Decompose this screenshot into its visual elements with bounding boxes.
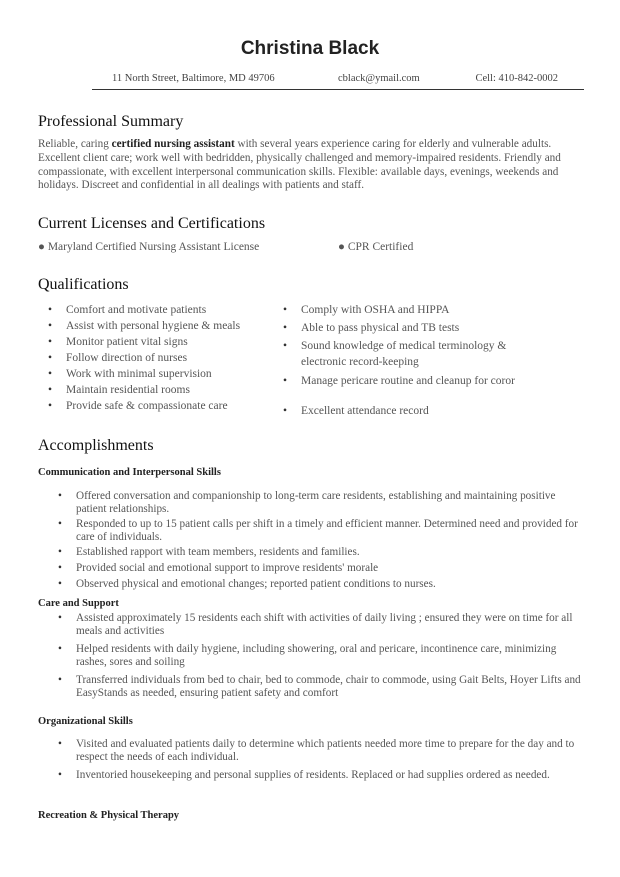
- bullet-icon: ●: [338, 241, 345, 253]
- contact-email: cblack@ymail.com: [338, 73, 420, 84]
- summary-bold-title: certified nursing assistant: [111, 138, 235, 150]
- accomplishments-heading: Accomplishments: [38, 437, 154, 454]
- list-item: • Sound knowledge of medical terminology & electronic record-keeping: [283, 340, 507, 368]
- list-item: • Observed physical and emotional changes; reported patient conditions to nurses.: [58, 577, 436, 590]
- bullet-icon: •: [283, 340, 288, 352]
- section-title-care: Care and Support: [38, 598, 119, 609]
- list-item: • Inventoried housekeeping and personal supplies of residents. Replaced or had supplies ordered as needed.: [58, 769, 550, 782]
- list-item: • Excellent attendance record: [283, 405, 429, 417]
- contact-address: 11 North Street, Baltimore, MD 49706: [112, 73, 275, 84]
- list-item: • Responded to up to 15 patient calls per shift in a timely and efficient manner. Determined need and provided for care of individuals.: [58, 518, 578, 543]
- qualifications-right-list: [283, 302, 533, 419]
- list-item: • Assisted approximately 15 residents each shift with activities of daily living ; ensured they were on time for all meals and activities: [58, 612, 573, 637]
- licenses-heading: Current Licenses and Certifications: [38, 215, 266, 232]
- bullet-icon: •: [58, 643, 62, 656]
- list-item: • Assist with personal hygiene & meals: [48, 320, 241, 332]
- bullet-icon: •: [58, 738, 62, 750]
- bullet-icon: •: [48, 304, 53, 316]
- section-title-organizational: Organizational Skills: [38, 716, 133, 727]
- bullet-icon: ●: [38, 241, 45, 253]
- bullet-icon: •: [48, 400, 53, 412]
- list-item: • Comply with OSHA and HIPPA: [283, 304, 450, 316]
- summary-heading: Professional Summary: [38, 113, 184, 130]
- bullet-icon: •: [283, 375, 288, 387]
- contact-phone: Cell: 410-842-0002: [475, 73, 558, 84]
- organizational-list: [58, 738, 583, 785]
- list-item: • Provide safe & compassionate care: [48, 400, 228, 412]
- summary-intro: Reliable, caring: [38, 138, 112, 150]
- header-divider: [92, 89, 584, 90]
- license-item: [338, 241, 413, 253]
- bullet-icon: •: [48, 384, 53, 396]
- bullet-icon: •: [48, 336, 53, 348]
- summary-rest: with several years experience caring for elderly and vulnerable adults. Excellent client care; work well with bedridden, physically challenged and memory-impaired residents. Friendly and compassionate, with excellent interpersonal communication skills. Flexible: available days, evenings, weekends and holidays. Discreet and confidential in all dealings with patients and staff.: [38, 138, 561, 192]
- communication-list: [58, 490, 583, 593]
- section-title-communication: Communication and Interpersonal Skills: [38, 467, 221, 478]
- list-item: • Manage pericare routine and cleanup for coror: [283, 375, 515, 387]
- bullet-icon: •: [58, 674, 62, 687]
- summary-text: [38, 138, 583, 193]
- section-title-recreation: Recreation & Physical Therapy: [38, 810, 180, 821]
- list-item: • Provided social and emotional support to improve residents' morale: [58, 561, 379, 574]
- bullet-icon: •: [48, 352, 53, 364]
- list-item: • Comfort and motivate patients: [48, 304, 207, 316]
- list-item: • Offered conversation and companionship to long-term care residents, establishing and maintaining positive patient relationships.: [58, 490, 556, 515]
- qualifications-heading: Qualifications: [38, 276, 129, 293]
- list-item: • Established rapport with team members, residents and families.: [58, 546, 360, 559]
- license-item: [38, 241, 259, 253]
- candidate-name: Christina Black: [240, 38, 380, 59]
- care-list: [58, 612, 583, 703]
- license-label: CPR Certified: [347, 241, 414, 253]
- bullet-icon: •: [58, 518, 62, 531]
- qualifications-left-list: [48, 302, 268, 414]
- bullet-icon: •: [58, 577, 62, 590]
- bullet-icon: •: [283, 322, 288, 334]
- contact-line: [112, 73, 558, 87]
- list-item: • Monitor patient vital signs: [48, 336, 188, 348]
- list-item: • Work with minimal supervision: [48, 368, 212, 380]
- bullet-icon: •: [283, 304, 288, 316]
- bullet-icon: •: [58, 612, 62, 624]
- bullet-icon: •: [58, 561, 62, 574]
- bullet-icon: •: [283, 405, 288, 417]
- list-item: • Follow direction of nurses: [48, 352, 188, 364]
- list-item: • Maintain residential rooms: [48, 384, 190, 396]
- list-item: • Transferred individuals from bed to chair, bed to commode, chair to commode, using Gait Belts, Hoyer Lifts and EasyStands as needed, ensuring patient safety and comfort: [58, 674, 581, 699]
- list-item: • Visited and evaluated patients daily to determine which patients needed more time to prepare for the day and to respect the needs of each individual.: [58, 738, 575, 763]
- bullet-icon: •: [58, 490, 62, 502]
- bullet-icon: •: [48, 320, 53, 332]
- bullet-icon: •: [58, 546, 62, 559]
- bullet-icon: •: [58, 769, 62, 782]
- list-item: • Helped residents with daily hygiene, including showering, oral and pericare, incontinence care, minimizing rashes, sores and soiling: [58, 643, 557, 668]
- license-label: Maryland Certified Nursing Assistant License: [47, 241, 260, 253]
- list-item: • Able to pass physical and TB tests: [283, 322, 460, 334]
- bullet-icon: •: [48, 368, 53, 380]
